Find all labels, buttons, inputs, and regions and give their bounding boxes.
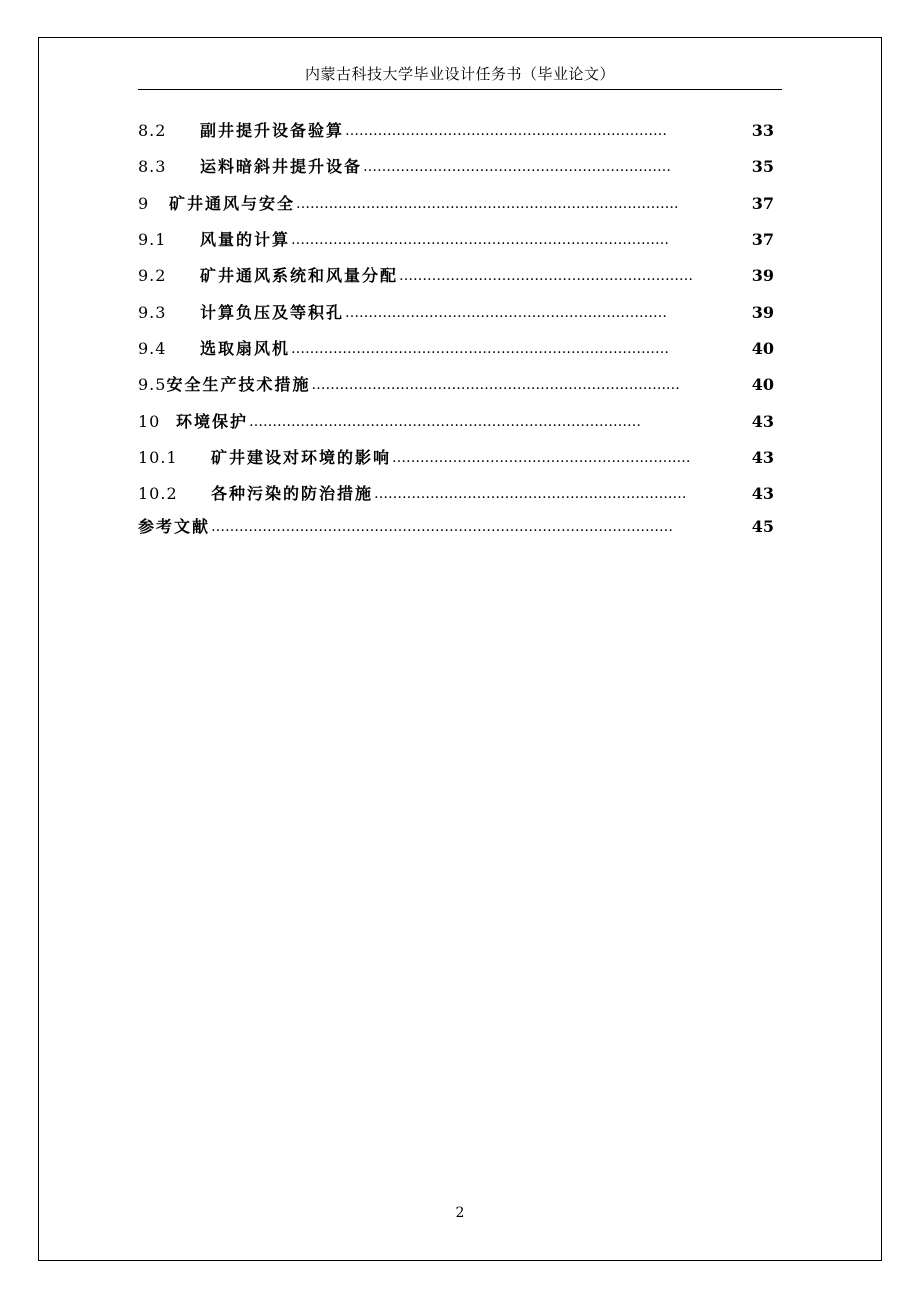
toc-page-number: 40 [751,338,774,358]
toc-entry-10-1[interactable] [138,440,774,476]
toc-entry-number: 9.3 [138,302,167,322]
toc-entry-number: 10.1 [138,447,178,467]
toc-entry-title: 矿井建设对环境的影响 [211,447,392,467]
toc-entry-9-2[interactable] [138,258,774,294]
toc-leader-dots: …………………………………………………….… [392,449,691,466]
toc-entry-title: 副井提升设备验算 [200,121,345,141]
toc-page-number: 43 [751,484,774,504]
toc-entry-8-3[interactable] [138,149,774,185]
toc-leader-dots: ………………………………………………………………….… [311,377,680,394]
toc-entry-title: 风量的计算 [200,230,291,250]
toc-page-number: 45 [751,517,774,537]
table-of-contents [138,113,774,542]
toc-entry-title: 矿井通风与安全 [169,193,296,213]
toc-entry-title: 选取扇风机 [200,338,291,358]
toc-entry-number: 10.2 [138,484,178,504]
toc-entry-title: 环境保护 [176,411,249,431]
toc-leader-dots: ………………………………………………………… [363,159,672,176]
toc-leader-dots: ……………………………………………………………………………………… [211,519,674,536]
toc-page-number: 43 [751,411,774,431]
toc-entry-number: 9.4 [138,338,167,358]
toc-page-number: 43 [751,447,774,467]
toc-entry-title: 矿井通风系统和风量分配 [200,266,399,286]
toc-entry-number: 9.2 [138,266,167,286]
toc-page-number: 37 [751,193,774,213]
toc-entry-number: 10 [138,411,161,431]
toc-entry-number: 8.3 [138,157,167,177]
page-number: 2 [455,1205,465,1221]
toc-entry-9-5[interactable] [138,367,774,403]
toc-entry-title: 运料暗斜井提升设备 [200,157,363,177]
toc-entry-title: 安全生产技术措施 [166,375,311,395]
toc-page-number: 39 [751,302,774,322]
toc-entry-number: 9 [138,193,150,213]
toc-entry-9-4[interactable] [138,331,774,367]
toc-leader-dots: ……………………………………………………….… [374,486,687,503]
toc-entry-number: 8.2 [138,121,167,141]
toc-entry-title: 各种污染的防治措施 [211,484,374,504]
toc-leader-dots: ……………………………………………………………………… [291,232,670,249]
toc-entry-title: 参考文献 [138,517,211,537]
toc-page-number: 35 [751,157,774,177]
toc-page-number: 39 [751,266,774,286]
toc-entry-title: 计算负压及等积孔 [200,302,345,322]
toc-leader-dots: ……………………………………………………… [399,268,694,285]
toc-page-number: 33 [751,121,774,141]
toc-leader-dots: …………………………………………………………… [345,123,668,140]
toc-entry-number: 9.5 [138,375,167,395]
toc-entry-9[interactable] [138,186,774,222]
toc-leader-dots: ………………………………………………………………………. [296,195,679,212]
document-header: 内蒙古科技大学毕业设计任务书（毕业论文） [138,62,782,90]
toc-page-number: 37 [751,230,774,250]
toc-entry-9-1[interactable] [138,222,774,258]
toc-entry-10-2[interactable] [138,476,774,512]
toc-leader-dots: ………………………………………………………………………… [249,413,642,430]
toc-entry-10[interactable] [138,403,774,439]
toc-leader-dots: …………………………………………………………… [345,304,668,321]
toc-entry-number: 9.1 [138,230,167,250]
toc-entry-references[interactable] [138,512,774,542]
toc-entry-9-3[interactable] [138,294,774,330]
toc-entry-8-2[interactable] [138,113,774,149]
toc-page-number: 40 [751,375,774,395]
toc-leader-dots: ……………………………………………………………………… [291,340,670,357]
